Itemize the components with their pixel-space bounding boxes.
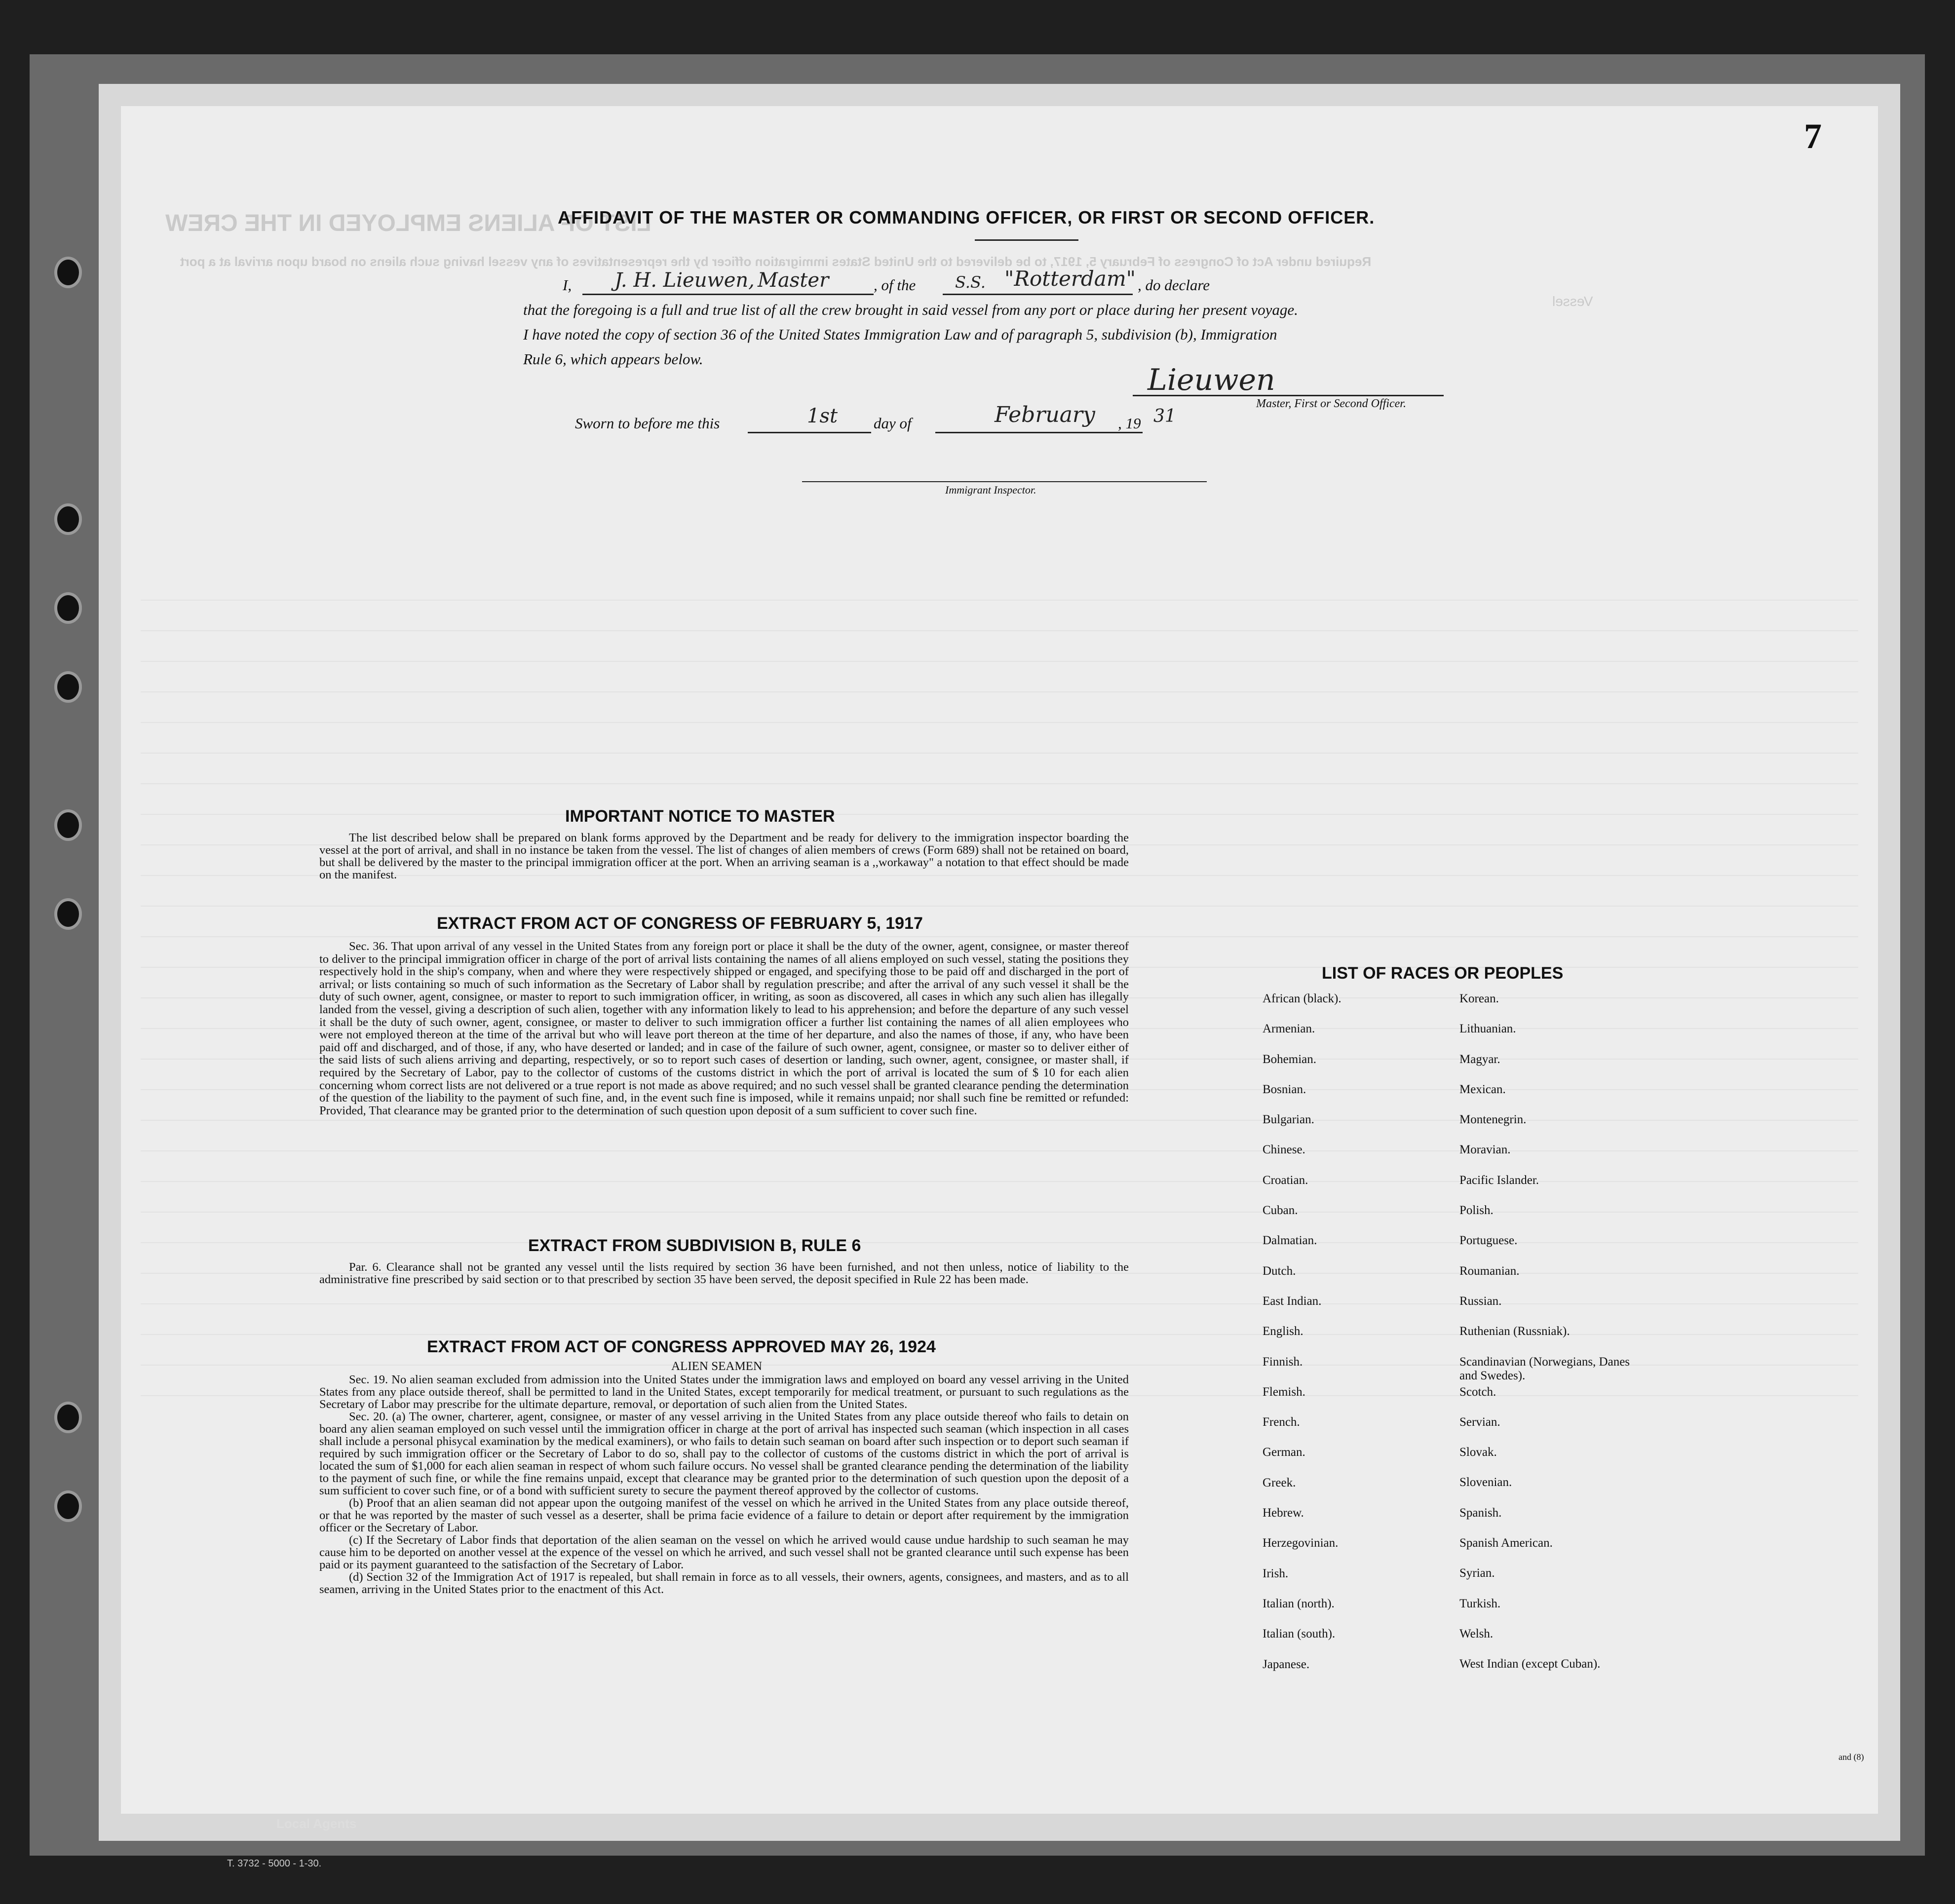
extract-1917-text: Sec. 36. That upon arrival of any vessel in the United States from any foreign port or place it shall be the duty of the owner, agent, consignee, or master thereof to deliver to the principal immigration officer in charge of the port of arrival lists containing the names of all aliens employed on such vessel, stating the positions they respectively hold in the ship's company, when and where they were respectively shipped or engaged, and specifying those to be paid off and discharged in the port of arrival; or lists containing so much of such information as the Secretary of Labor shall by regulation prescribe; and after the arrival of any such vessel it shall be the duty of such owner, agent, consignee, or master to report to such immigration officer, in writing, as soon as discovered, all cases in which any such alien has illegally landed from the vessel, giving a description of such alien, together with any information likely to lead to his apprehension; and before the departure of any such vessel it shall be the duty of such owner, agent, consignee, or master to deliver to such immigration officer a further list containing the names of all alien employees who were not employed thereon at the time of the arrival but who will leave port thereon at the time of her departure, and also the names of those, if any, who have been paid off and discharged, and of those, if any, who have deserted or landed; and in case of the failure of such owner, agent, consignee, or master so to deliver either of the said lists of such aliens arriving and departing, respectively, or so to report such cases of desertion or landing, such owner, agent, consignee, or master shall, if required by the Secretary of Labor, pay to the collector of customs of the customs district in which the port of arrival is located the sum of $ 10 for each alien concerning whom correct lists are not delivered or a true report is not made as above required; and no such vessel shall be granted clearance pending the determination of the question of the liability to the payment of such fine, and, in the event such fine is imposed, while it remains unpaid; nor shall such fine be remitted or refunded: Provided, That clearance may be granted prior to the determination of such question upon deposit of a sum sufficient to cover such fine. <box>319 940 1129 1117</box>
do-declare-text: , do declare <box>1138 276 1210 294</box>
day-rule <box>748 432 871 433</box>
race-item: Slovenian. <box>1459 1476 1512 1489</box>
binder-hole <box>54 592 82 624</box>
sec20d-paragraph: (d) Section 32 of the Immigration Act of 1917 is repealed, but shall remain in force as to all vessels, their owners, agents, consignees, and masters, and as to all seamen, arriving in the United States prior to the enactment of this Act. <box>319 1570 1129 1596</box>
race-item: Chinese. <box>1263 1143 1305 1157</box>
race-item: West Indian (except Cuban). <box>1459 1657 1601 1671</box>
affidavit-line-2: that the foregoing is a full and true list of all the crew brought in said vessel from any port or place during her present voyage. <box>523 301 1298 318</box>
vessel-name-handwritten: "Rotterdam" <box>1004 267 1136 291</box>
binder-hole <box>54 1402 82 1433</box>
race-item: Croatian. <box>1263 1173 1308 1187</box>
affidavit-line-4: Rule 6, which appears below. <box>523 350 703 368</box>
race-item: Irish. <box>1263 1566 1289 1580</box>
sec20a-paragraph: Sec. 20. (a) The owner, charterer, agent, consignee, or master of any vessel arriving in the United States from any place outside thereof who fails to detain on board any alien seaman employed on such vessel until the immigration officer in charge at the port of arrival has inspected such seaman (which inspection in all cases shall include a personal phisycal examination by the medical examiners), or who fails to detain such seaman on board after such inspection or to deport such seaman if required by such immigration officer or the Secretary of Labor to do so, shall pay to the collector of customs of the customs district in which the port of arrival is located the sum of $1,000 for each alien seaman in respect of whom such failure occurs. No vessel shall be granted clearance pending the determination of the liability to the payment of such fine, or while the fine remains unpaid, except that clearance may be granted prior to the determination of such question upon the deposit of a sum sufficient to cover such fine, or of a bond with sufficient surety to secure the payment thereof approved by the collector of customs. <box>319 1410 1129 1497</box>
race-item: Italian (south). <box>1263 1627 1336 1641</box>
vessel-rule <box>943 294 1133 295</box>
race-item: Dalmatian. <box>1263 1234 1317 1248</box>
year-prefix: , 19 <box>1118 415 1141 432</box>
binder-hole <box>54 898 82 930</box>
race-item: Italian (north). <box>1263 1597 1335 1610</box>
race-item: Bulgarian. <box>1263 1113 1314 1127</box>
race-item: Japanese. <box>1263 1657 1310 1671</box>
signature-rule <box>1133 395 1444 396</box>
binder-hole <box>54 809 82 841</box>
races-title: LIST OF RACES OR PEOPLES <box>1322 964 1564 983</box>
bleed-through-text: Required under Act of Congress of February 5, 1917, to be delivered to the United States immigration officer by the representatives of any vessel having such aliens on board upon arrival at a port <box>180 254 1372 269</box>
year-handwritten: 31 <box>1153 406 1176 426</box>
race-item: Montenegrin. <box>1459 1113 1527 1127</box>
race-item: African (black). <box>1263 992 1342 1005</box>
races-right-column <box>1459 992 1637 1688</box>
race-item: Syrian. <box>1459 1566 1495 1580</box>
race-item: Greek. <box>1263 1476 1296 1489</box>
vessel-prefix-handwritten: S.S. <box>955 273 986 292</box>
of-the-text: , of the <box>874 276 916 294</box>
month-rule <box>935 432 1143 433</box>
extract-1924-body <box>319 1373 1129 1596</box>
notice-text: The list described below shall be prepared on blank forms approved by the Department and be ready for delivery to the immigration inspector boarding the vessel at the port of arrival, and shall in no instance be taken from the vessel. The list of changes of alien members of crews (Form 689) shall not be retained on board, but shall be delivered by the master to the principal immigration officer at the port. When an arriving seaman is a ,,workaway" a notation to that effect should be made on the manifest. <box>319 831 1129 881</box>
race-item: Finnish. <box>1263 1355 1303 1369</box>
races-left-column <box>1263 992 1342 1688</box>
sheet-number: 7 <box>1804 116 1822 156</box>
race-item: Spanish American. <box>1459 1536 1553 1550</box>
sec20c-paragraph: (c) If the Secretary of Labor finds that deportation of the alien seaman on the vessel on which he arrived would cause undue hardship to such seaman he may cause him to be deported on another vessel at the expence of the vessel on which he arrived, and such vessel shall not be granted clearance until such expense has been paid or its payment guaranteed to the satisfaction of the Secretary of Labor. <box>319 1533 1129 1571</box>
race-item: Servian. <box>1459 1415 1500 1429</box>
sec19-paragraph: Sec. 19. No alien seaman excluded from admission into the United States under the immigration laws and employed on board any vessel arriving in the United States from any place outside thereof, shall be permitted to land in the United States, except temporarily for medical treatment, or pursuant to such regulations as the Secretary of Labor may prescribe for the ultimate departure, removal, or deportation of such alien from the United States. <box>319 1373 1129 1411</box>
extract-1917-heading: EXTRACT FROM ACT OF CONGRESS OF FEBRUARY 5, 1917 <box>437 914 923 933</box>
race-item: Welsh. <box>1459 1627 1494 1640</box>
inspector-caption: Immigrant Inspector. <box>945 484 1036 496</box>
master-name-handwritten: J. H. Lieuwen, <box>614 269 755 292</box>
day-of-text: day of <box>874 415 912 432</box>
race-item: Scandinavian (Norwegians, Danes and Swedes). <box>1459 1355 1630 1382</box>
affidavit-line-3: I have noted the copy of section 36 of the United States Immigration Law and of paragraph 5, subdivision (b), Immigration <box>523 326 1277 343</box>
race-item: Bosnian. <box>1263 1082 1306 1096</box>
inspector-rule <box>802 481 1207 482</box>
race-item: Russian. <box>1459 1294 1502 1308</box>
race-item: Flemish. <box>1263 1385 1305 1399</box>
race-item: Portuguese. <box>1459 1234 1518 1248</box>
rule6-heading: EXTRACT FROM SUBDIVISION B, RULE 6 <box>528 1236 861 1255</box>
race-item: Spanish. <box>1459 1506 1502 1520</box>
race-item: Scotch. <box>1459 1385 1496 1399</box>
race-item: Mexican. <box>1459 1082 1506 1096</box>
binder-hole <box>54 1490 82 1522</box>
race-item: English. <box>1263 1325 1303 1338</box>
race-item: Slovak. <box>1459 1446 1497 1459</box>
race-item: Moravian. <box>1459 1143 1511 1157</box>
race-item: Turkish. <box>1459 1597 1501 1610</box>
notice-heading: IMPORTANT NOTICE TO MASTER <box>565 807 835 826</box>
local-agents-label: Local Agents <box>276 1816 357 1831</box>
extract-1924-heading: EXTRACT FROM ACT OF CONGRESS APPROVED MAY 26, 1924 <box>427 1337 936 1356</box>
race-item: Hebrew. <box>1263 1506 1304 1520</box>
race-item: Cuban. <box>1263 1204 1298 1218</box>
bleed-through-text: Vessel <box>1552 294 1593 309</box>
affidavit-title: AFFIDAVIT OF THE MASTER OR COMMANDING OFFICER, OR FIRST OR SECOND OFFICER. <box>558 207 1375 228</box>
sworn-day-handwritten: 1st <box>807 405 838 427</box>
affidavit-i: I, <box>563 276 572 294</box>
race-item: Lithuanian. <box>1459 1022 1516 1036</box>
form-number: T. 3732 - 5000 - 1-30. <box>227 1858 322 1869</box>
race-item: Herzegovinian. <box>1263 1536 1339 1550</box>
master-rank-handwritten: Master <box>758 269 829 292</box>
sec20b-paragraph: (b) Proof that an alien seaman did not appear upon the outgoing manifest of the vessel on which he arrived in the United States from any place outside thereof, or that he was reported by the master of such vessel as a deserter, shall be prima facie evidence of a failure to detain or deport after requirement by the immigration officer or the Secretary of Labor. <box>319 1496 1129 1534</box>
name-rule <box>582 294 874 295</box>
rule6-text: Par. 6. Clearance shall not be granted any vessel until the lists required by section 36 have been furnished, and not then unless, notice of liability to the administrative fine prescribed by said section or to that prescribed by section 35 have been served, the deposit specified in Rule 22 has been made. <box>319 1260 1129 1286</box>
race-item: German. <box>1263 1446 1305 1459</box>
race-item: Magyar. <box>1459 1052 1500 1066</box>
race-item: Korean. <box>1459 992 1499 1005</box>
binder-hole <box>54 503 82 535</box>
race-item: Bohemian. <box>1263 1052 1317 1066</box>
master-signature: Lieuwen <box>1148 363 1275 397</box>
footer-right-note: and (8) <box>1839 1752 1864 1762</box>
binder-hole <box>54 257 82 288</box>
race-item: Ruthenian (Russniak). <box>1459 1325 1570 1338</box>
signature-caption: Master, First or Second Officer. <box>1256 397 1406 410</box>
bleed-through-text: LIST OF ALIENS EMPLOYED IN THE CREW <box>165 210 652 236</box>
sworn-text: Sworn to before me this <box>575 415 720 432</box>
race-item: Polish. <box>1459 1204 1494 1218</box>
race-item: East Indian. <box>1263 1294 1322 1308</box>
affidavit-page <box>121 106 1878 1814</box>
race-item: Dutch. <box>1263 1264 1296 1278</box>
race-item: Roumanian. <box>1459 1264 1520 1278</box>
race-item: Pacific Islander. <box>1459 1173 1539 1187</box>
extract-1924-subheading: ALIEN SEAMEN <box>671 1360 763 1373</box>
race-item: French. <box>1263 1415 1300 1429</box>
binder-hole <box>54 671 82 703</box>
race-item: Armenian. <box>1263 1022 1315 1036</box>
sworn-month-handwritten: February <box>995 402 1095 427</box>
title-rule <box>975 239 1078 241</box>
